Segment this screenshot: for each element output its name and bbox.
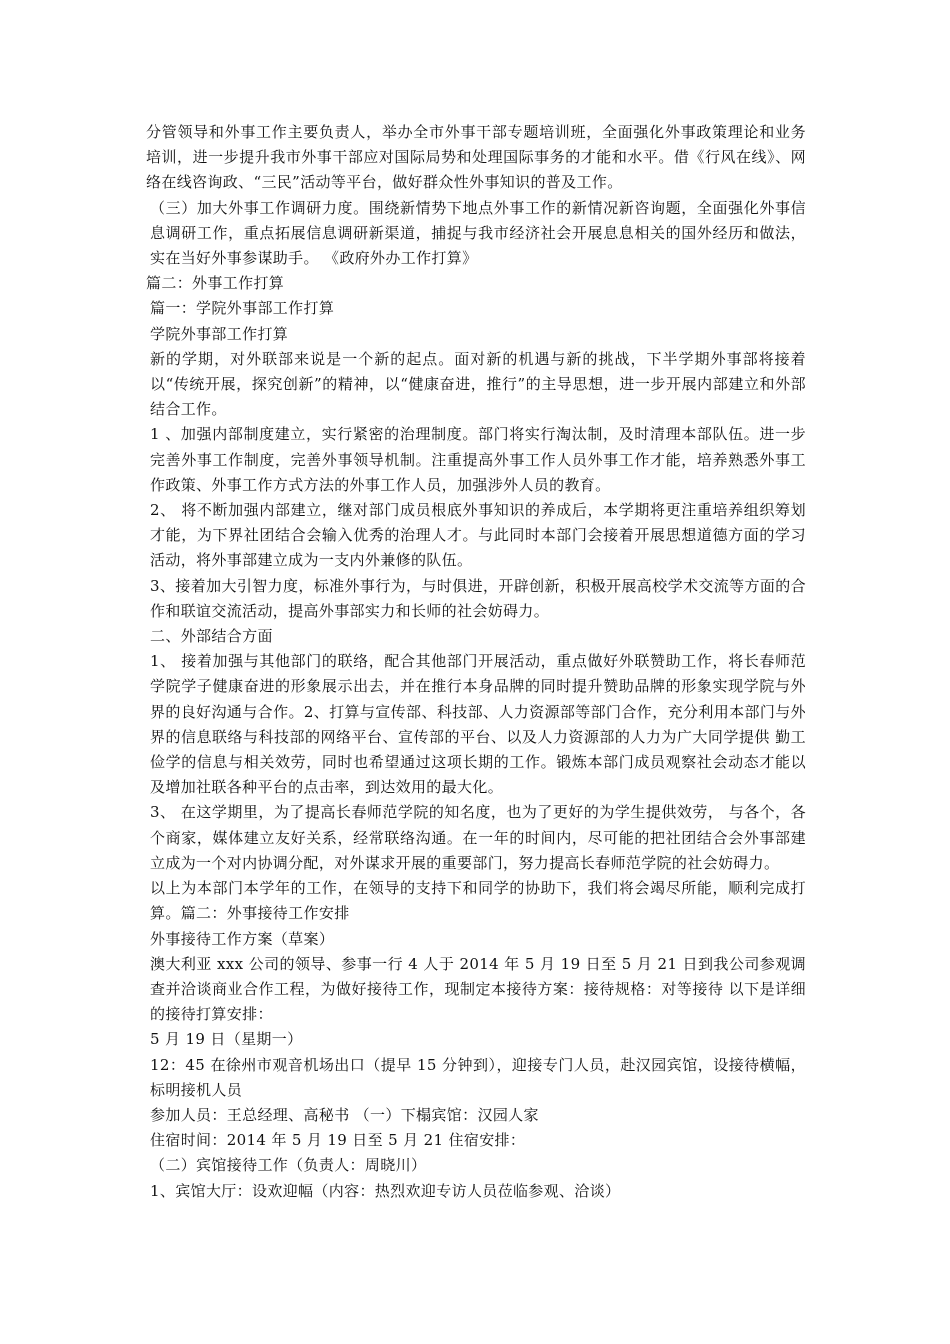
document-page <box>146 120 806 1204</box>
heading-part-one: 篇一：学院外事部工作打算 <box>150 299 335 318</box>
heading-college-plan: 学院外事部工作打算 <box>150 324 289 343</box>
paragraph-item-3: 3、接着加大引智力度，标准外事行为，与时俱进，开辟创新，积极开展高校学术交流等方面的合作和联谊交流活动，提高外事部实力和长师的社会妨碍力。 <box>150 576 806 620</box>
paragraph-airport: 12：45 在徐州市观音机场出口（提早 15 分钟到），迎接专门人员，赴汉园宾馆，设接待横幅，标明接机人员 <box>150 1055 806 1099</box>
paragraph-new-semester: 新的学期，对外联部来说是一个新的起点。面对新的机遇与新的挑战，下半学期外事部将接着以“传统开展，探究创新”的精神，以“健康奋进，推行”的主导思想，进一步开展内部建立和外部结合工作。 <box>150 349 806 419</box>
paragraph-item-2: 2、 将不断加强内部建立，继对部门成员根底外事知识的养成后，本学期将更注重培养组织筹划才能，为下界社团结合会输入优秀的治理人才。与此同时本部门会接着开展思想道德方面的学习活动，将外事部建立成为一支内外兼修的队伍。 <box>150 501 806 570</box>
paragraph-visit: 澳大利亚 xxx 公司的领导、参事一行 4 人于 2014 年 5 月 19 日至 5 月 21 日到我公司参观调查并洽谈商业合作工程，为做好接待工作，现制定本接待方案：接待规格：对等接待 以下是详细的接待打算安排： <box>150 954 806 1024</box>
paragraph-participants: 参加人员：王总经理、高秘书 （一）下榻宾馆：汉园人家 <box>150 1105 539 1124</box>
paragraph-research: （三）加大外事工作调研力度。围绕新情势下地点外事工作的新情况新咨询题，全面强化外事信息调研工作，重点拓展信息调研新渠道，捕捉与我市经济社会开展息息相关的国外经历和做法，实在当好外事参谋助手。 《政府外办工作打算》 <box>150 198 806 268</box>
heading-part-two: 篇二：外事工作打算 <box>146 274 285 293</box>
heading-reception-plan: 外事接待工作方案（草案） <box>150 929 335 948</box>
paragraph-summary: 以上为本部门本学年的工作，在领导的支持下和同学的协助下，我们将会竭尽所能，顺利完成打算。篇二：外事接待工作安排 <box>150 879 806 923</box>
paragraph-external-1: 1、 接着加强与其他部门的联络，配合其他部门开展活动，重点做好外联赞助工作，将长春师范学院学子健康奋进的形象展示出去，并在推行本身品牌的同时提升赞助品牌的形象实现学院与外界的良好沟通与合作。2、打算与宣传部、科技部、人力资源部等部门合作，充分利用本部门与外界的信息联络与科技部的网络平台、宣传部的平台、以及人力资源部的人力为广大同学提供 勤工俭学的信息与相关效劳，同时也希望通过这项长期的工作。锻炼本部门成员观察社会动态才能以及增加社联各种平台的点击率，到达效用的最大化。 <box>150 652 806 797</box>
paragraph-item-1: 1 、加强内部制度建立，实行紧密的治理制度。部门将实行淘汰制，及时清理本部队伍。进一步完善外事工作制度，完善外事领导机制。注重提高外事工作人员外事工作才能，培养熟悉外事工作政策、外事工作方式方法的外事工作人员，加强涉外人员的教育。 <box>150 425 806 494</box>
heading-external: 二、外部结合方面 <box>150 627 273 646</box>
paragraph-lobby: 1、宾馆大厅：设欢迎幅（内容：热烈欢迎专访人员莅临参观、洽谈） <box>150 1181 621 1200</box>
paragraph-hotel-reception: （二）宾馆接待工作（负责人：周晓川） <box>150 1156 427 1175</box>
paragraph-training: 分管领导和外事工作主要负责人，举办全市外事干部专题培训班，全面强化外事政策理论和业务培训，进一步提升我市外事干部应对国际局势和处理国际事务的才能和水平。借《行风在线》、网络在线咨询政、“三民”活动等平台，做好群众性外事知识的普及工作。 <box>146 123 806 192</box>
paragraph-stay: 住宿时间：2014 年 5 月 19 日至 5 月 21 住宿安排： <box>150 1131 526 1150</box>
paragraph-external-3: 3、 在这学期里，为了提高长春师范学院的知名度，也为了更好的为学生提供效劳， 与各个，各个商家，媒体建立友好关系，经常联络沟通。在一年的时间内，尽可能的把社团结合会外事部建立成为一个对内协调分配，对外谋求开展的重要部门，努力提高长春师范学院的社会妨碍力。 <box>150 803 806 872</box>
paragraph-date: 5 月 19 日（星期一） <box>150 1030 303 1049</box>
